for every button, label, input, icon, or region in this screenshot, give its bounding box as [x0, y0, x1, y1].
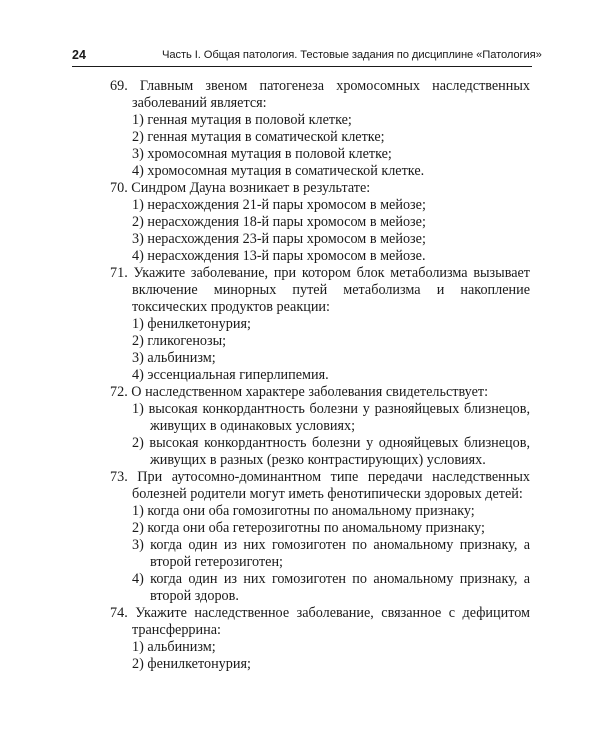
option-text: когда один из них гомозиготен по аномальному признаку, а второй здоров. — [150, 571, 531, 604]
option-number: 1) — [132, 639, 144, 655]
answer-option — [110, 435, 530, 469]
question-72 — [110, 384, 530, 469]
header-rule — [72, 66, 532, 67]
question-stem — [110, 78, 530, 112]
option-text: нерасхождения 13-й пары хромосом в мейозе. — [147, 248, 426, 264]
option-text: нерасхождения 23-й пары хромосом в мейозе; — [147, 231, 426, 247]
option-text: высокая конкордантность болезни у разнояйцевых близнецов, живущих в одинаковых условиях; — [148, 401, 531, 434]
option-text: хромосомная мутация в половой клетке; — [147, 146, 392, 162]
answer-option — [110, 316, 530, 333]
answer-option — [110, 146, 530, 163]
option-text: нерасхождения 21-й пары хромосом в мейозе; — [147, 197, 426, 213]
option-text: фенилкетонурия; — [147, 316, 251, 332]
option-number: 1) — [132, 401, 144, 417]
question-stem — [110, 605, 530, 639]
option-number: 2) — [132, 435, 144, 451]
answer-option — [110, 197, 530, 214]
question-number: 71. — [110, 265, 128, 281]
option-text: когда они оба гомозиготны по аномальному признаку; — [147, 503, 475, 519]
option-number: 2) — [132, 129, 144, 145]
option-number: 2) — [132, 520, 144, 536]
option-text: генная мутация в соматической клетке; — [147, 129, 385, 145]
question-number: 69. — [110, 78, 128, 94]
question-text: О наследственном характере заболевания свидетельствует: — [131, 384, 489, 400]
answer-option — [110, 656, 530, 673]
option-number: 3) — [132, 537, 144, 553]
option-number: 3) — [132, 231, 144, 247]
option-text: фенилкетонурия; — [147, 656, 251, 672]
option-text: генная мутация в половой клетке; — [147, 112, 352, 128]
running-head — [72, 46, 542, 64]
option-number: 2) — [132, 656, 144, 672]
answer-option — [110, 401, 530, 435]
answer-option — [110, 520, 530, 537]
question-stem — [110, 384, 530, 401]
question-71 — [110, 265, 530, 384]
page-number: 24 — [72, 48, 86, 62]
test-questions — [110, 78, 530, 673]
question-text: Укажите заболевание, при котором блок метаболизма вызывает включение минорных путей метаболизма и накопление токсических продуктов реакции: — [132, 265, 531, 315]
option-number: 1) — [132, 316, 144, 332]
answer-option — [110, 214, 530, 231]
question-74 — [110, 605, 530, 673]
option-number: 2) — [132, 333, 144, 349]
option-text: когда они оба гетерозиготны по аномальному признаку; — [147, 520, 485, 536]
answer-option — [110, 112, 530, 129]
question-text: Укажите наследственное заболевание, связанное с дефицитом трансферрина: — [132, 605, 531, 638]
question-number: 70. — [110, 180, 128, 196]
option-number: 1) — [132, 112, 144, 128]
option-number: 4) — [132, 163, 144, 179]
question-text: Синдром Дауна возникает в результате: — [131, 180, 371, 196]
question-stem — [110, 265, 530, 316]
answer-option — [110, 537, 530, 571]
question-number: 72. — [110, 384, 128, 400]
answer-option — [110, 350, 530, 367]
answer-option — [110, 129, 530, 146]
question-73 — [110, 469, 530, 605]
option-text: эссенциальная гиперлипемия. — [147, 367, 329, 383]
option-text: хромосомная мутация в соматической клетке. — [147, 163, 425, 179]
option-text: нерасхождения 18-й пары хромосом в мейозе; — [147, 214, 426, 230]
answer-option — [110, 639, 530, 656]
option-number: 1) — [132, 197, 144, 213]
question-70 — [110, 180, 530, 265]
question-text: При аутосомно-доминантном типе передачи наследственных болезней родители могут иметь фенотипически здоровых детей: — [132, 469, 530, 502]
question-stem — [110, 469, 530, 503]
option-number: 4) — [132, 571, 144, 587]
answer-option — [110, 231, 530, 248]
option-number: 4) — [132, 367, 144, 383]
option-number: 3) — [132, 350, 144, 366]
question-stem — [110, 180, 530, 197]
answer-option — [110, 163, 530, 180]
question-69 — [110, 78, 530, 180]
option-text: когда один из них гомозиготен по аномальному признаку, а второй гетерозиготен; — [150, 537, 531, 570]
option-number: 3) — [132, 146, 144, 162]
option-text: альбинизм; — [147, 639, 216, 655]
question-number: 74. — [110, 605, 128, 621]
option-text: высокая конкордантность болезни у однояйцевых близнецов, живущих в разных (резко контрастирующих) условиях. — [149, 435, 530, 468]
option-text: гликогенозы; — [147, 333, 227, 349]
answer-option — [110, 333, 530, 350]
answer-option — [110, 367, 530, 384]
option-number: 2) — [132, 214, 144, 230]
answer-option — [110, 503, 530, 520]
answer-option — [110, 248, 530, 265]
question-text: Главным звеном патогенеза хромосомных наследственных заболеваний является: — [132, 78, 530, 111]
answer-option — [110, 571, 530, 605]
option-number: 4) — [132, 248, 144, 264]
question-number: 73. — [110, 469, 128, 485]
option-number: 1) — [132, 503, 144, 519]
running-head-title: Часть I. Общая патология. Тестовые задания по дисциплине «Патология» — [162, 49, 542, 61]
option-text: альбинизм; — [147, 350, 216, 366]
